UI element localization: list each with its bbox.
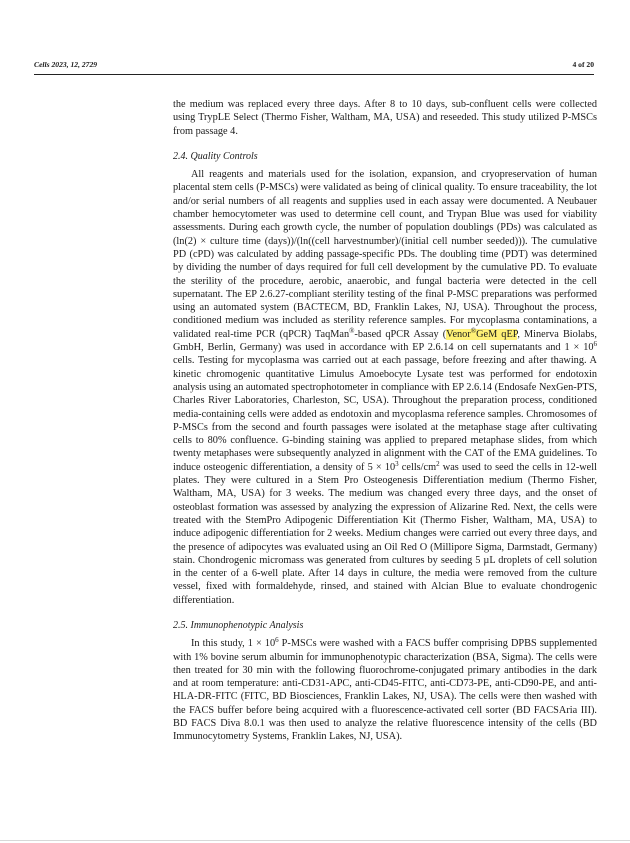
journal-citation: Cells 2023, 12, 2729	[34, 60, 98, 69]
page-number: 4 of 20	[572, 60, 594, 69]
running-header	[34, 60, 594, 72]
page-bottom-edge	[0, 840, 630, 841]
immunophenotypic-paragraph: In this study, $1 \times 10^6$ P-MSCs were washed with a FACS buffer comprising DPBS supplemented with 1% bovine serum albumin for immunophenotypic characterization (BSA, Sigma). The cells were then treated for 30 min with the following fluorochrome-conjugated primary antibodies in the dark and at room temperature: anti-CD31-APC, anti-CD45-FITC, anti-CD73-PE, anti-CD90-PE, and anti-HLA-DR-FITC (FITC, BD Biosciences, Franklin Lakes, NJ, USA). The cells were then washed with the FACS buffer before being acquired with a fluorescence-activated cell sorter (BD FACSAria III). BD FACS Diva 8.0.1 was then used to analyze the relative fluorescence intensity of the cells (BD Immunocytometry Systems, Franklin Lakes, NJ, USA).	[173, 636, 597, 743]
highlighted-assay-name: Venor®GeM qEP	[446, 326, 518, 340]
quality-controls-paragraph: All reagents and materials used for the isolation, expansion, and cryopreservation of human placental stem cells (P-MSCs) were validated as being of clinical quality. To ensure traceability, the lot and/or serial numbers of all reagents and supplies used in each assay were documented. A Neubauer chamber hemocytometer was used to determine cell count, and Trypan Blue was used for viability assessments. During each growth cycle, the number of population doublings (PDs) was calculated as (ln(2) × culture time (days))/(ln((cell harvestnumber)/(initial cell number seeded))). The cumulative PD (cPD) was calculated by adding passage-specific PDs. The doubling time (PDT) was determined by dividing the number of days required for full cell development by the cumulative PD. To evaluate the sterility of the procedure, aerobic, anaerobic, and fungal bacteria were detected in the cell supernatant. The EP 2.6.27-compliant sterility testing of the final P-MSC preparations was performed using an automated system (BACTECM, BD, Franklin Lakes, NJ, USA). Throughout the process, conditioned medium was included as sterility reference samples. For mycoplasma contaminations, a validated real-time PCR (qPCR) TaqMan®-based qPCR Assay (Venor®GeM qEP, Minerva Biolabs, GmbH, Berlin, Germany) was used in accordance with EP 2.6.14 on cell supernatants and $1 \times 10^6$ cells. Testing for mycoplasma was carried out at each passage, before freezing and after thawing. A kinetic chromogenic quantitative Limulus Amoebocyte Lysate test was performed for endotoxin analysis using an automated spectrophotometer in compliance with EP 2.6.14 (Endosafe NexGen-PTS, Charles River Laboratories, Charleston, SC, USA). Throughout the preparation process, conditioned media-containing cells were added as endotoxin and mycoplasma reference samples. Chromosomes of P-MSCs from the second and fourth passages were isolated at the metaphase stage after cultivating cells to 80% confluence. G-binding staining was applied to prepared metaphase slides, from which twenty metaphases were subsequently analyzed in alignment with the CAT of the EMA guidelines. To induce osteogenic differentiation, a density of $5 \times 10^3$ cells/$cm^2$ was used to seed the cells in 12-well plates. They were cultured in a Stem Pro Osteogenesis Differentiation medium (Thermo Fisher, Waltham, MA, USA) for 3 weeks. The medium was changed every three days, and the onset of osteoblast formation was assessed by analyzing the expression of Alizarine Red. Next, the cells were treated with the StemPro Adipogenic Differentiation Kit (Thermo Fisher, Waltham, MA, USA) to induce adipogenic differentiation for 2 weeks. Medium changes were carried out every three days, and the presence of adipocytes was evaluated using an Oil Red O (Millipore Sigma, Darmstadt, Germany) stain. Chondrogenic micromass was generated from cultures by seeding 5 µL droplets of cell solution in the center of a 6-well plate. After 14 days in culture, the media were removed from the culture vessel, fixed with formaldehyde, rinsed, and stained with Alcian Blue to evaluate chondrogenic differentiation.	[173, 169, 597, 606]
article-body	[173, 98, 597, 744]
header-divider	[34, 74, 594, 75]
section-heading-quality-controls: 2.4. Quality Controls	[173, 150, 258, 162]
section-heading-immunophenotypic-analysis: 2.5. Immunophenotypic Analysis	[173, 619, 304, 631]
continued-paragraph: the medium was replaced every three days. After 8 to 10 days, sub-confluent cells were collected using TrypLE Select (Thermo Fisher, Waltham, MA, USA) and reseeded. This study utilized P-MSCs from passage 4.	[173, 99, 597, 137]
